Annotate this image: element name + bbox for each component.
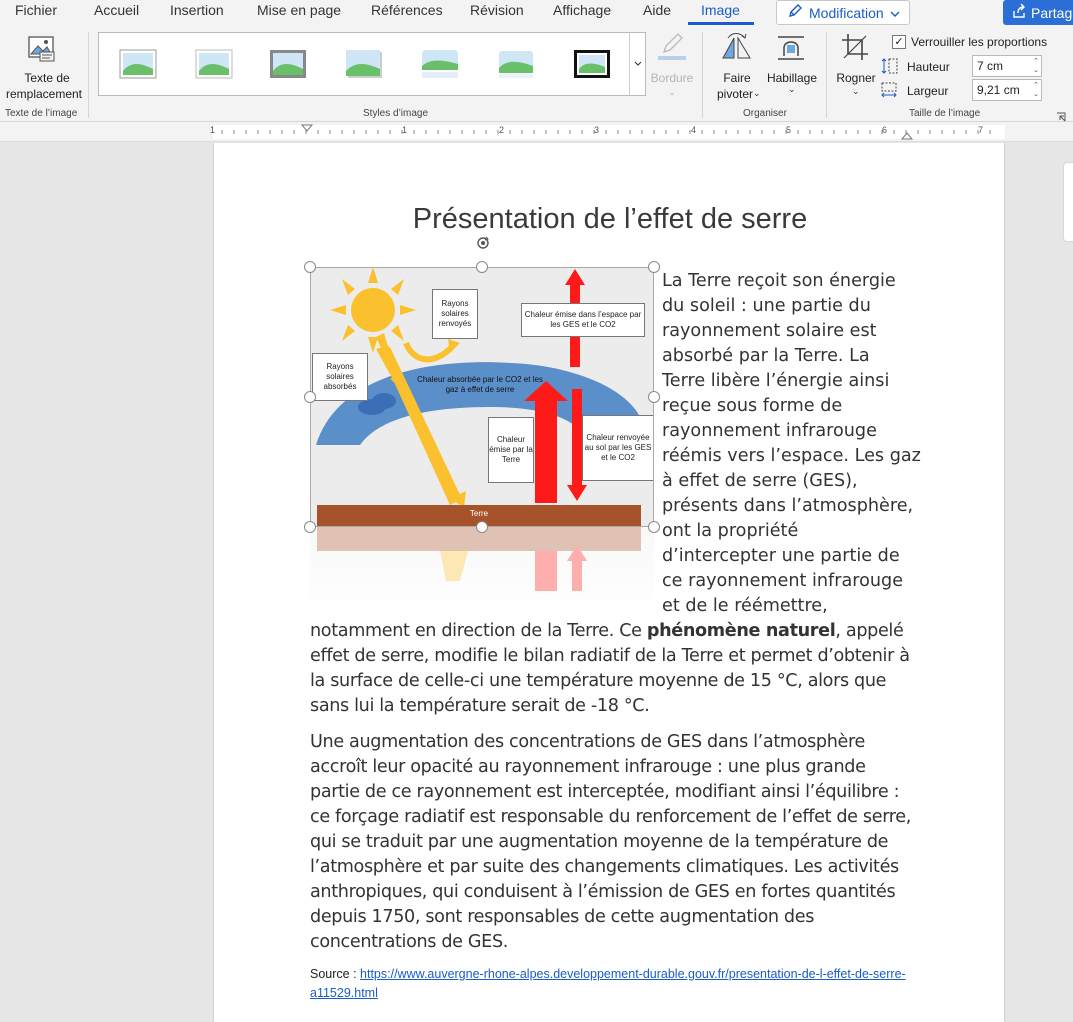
chevron-down-icon: ⌄ <box>668 87 676 97</box>
height-input[interactable] <box>972 55 1042 77</box>
border-label: Bordure <box>650 71 694 85</box>
document-page[interactable] <box>213 143 1005 1022</box>
resize-handle-bottom[interactable] <box>476 521 488 533</box>
text-line: rayonnement infrarouge <box>662 421 877 441</box>
editing-mode-button[interactable] <box>776 0 910 25</box>
resize-handle-top[interactable] <box>476 261 488 273</box>
picture-style-3[interactable] <box>269 49 307 79</box>
ribbon-image-format <box>0 26 1073 122</box>
rotate-button[interactable] <box>710 30 764 102</box>
ruler-number: 2 <box>499 125 505 135</box>
ribbon-divider <box>88 32 89 118</box>
paragraph-2: Une augmentation des concentrations de GES dans l’atmosphère accroît leur opacité au rayonnement infrarouge : une plus grande partie de ce rayonnement est interceptée, modifiant ainsi l’équilibre : ce forçage radiatif est responsable du renforcement de l’effet de serre, qui se traduit par une augmentation moyenne de la température de l’atmosphère et par suite des changements climatiques. Les activités anthropiques, qui conduisent à l’émission de GES en fortes quantités depuis 1750, sont responsables de cette augmentation des concentrations de GES. <box>310 732 911 952</box>
chevron-down-icon: ⌄ <box>788 84 796 94</box>
rotate-icon <box>720 32 754 67</box>
wrap-text-label: Habillage <box>766 71 818 85</box>
paragraph-1-continued <box>310 619 920 719</box>
picture-style-7[interactable] <box>573 49 611 79</box>
label-heat-space: Chaleur émise dans l’espace par les GES et le CO2 <box>521 303 645 337</box>
width-value: 9,21 cm <box>977 83 1020 97</box>
text-line: présents dans l’atmosphère, <box>662 496 914 516</box>
resize-handle-left[interactable] <box>304 391 316 403</box>
bold-term: phénomène naturel <box>646 621 836 641</box>
chevron-down-icon: ⌄ <box>852 86 860 96</box>
group-label-alt-text: Texte de l’image <box>5 108 78 119</box>
label-ground: Terre <box>469 509 489 518</box>
text-line: reçue sous forme de <box>662 396 843 416</box>
crop-icon <box>840 32 870 67</box>
horizontal-ruler[interactable] <box>0 122 1073 142</box>
width-icon <box>880 81 898 104</box>
ruler-number: 1 <box>210 125 216 135</box>
resize-handle-bottom-left[interactable] <box>304 521 316 533</box>
alt-text-button[interactable] <box>5 30 83 102</box>
tab-accueil[interactable]: Accueil <box>94 2 140 18</box>
text-line: du soleil : une partie du <box>662 296 871 316</box>
text-line: rayonnement solaire est <box>662 321 877 341</box>
text-line: absorbé par la Terre. La <box>662 346 870 366</box>
picture-style-4[interactable] <box>345 49 383 79</box>
tab-references[interactable]: Références <box>371 2 443 18</box>
group-label-size: Taille de l’image <box>909 108 981 119</box>
label-heat-absorbed: Chaleur absorbée par le CO2 et les gaz à effet de serre <box>417 375 543 394</box>
height-spinner[interactable]: ⌃ ⌄ <box>1033 58 1039 74</box>
alt-text-label-2: remplacement <box>5 87 83 101</box>
text-line: ont la propriété <box>662 521 799 541</box>
picture-style-1[interactable] <box>119 49 157 79</box>
width-spinner[interactable]: ⌃ ⌄ <box>1033 82 1039 98</box>
tab-aide[interactable]: Aide <box>643 2 672 18</box>
border-button[interactable] <box>650 30 694 102</box>
document-title: Présentation de l’effet de serre <box>412 203 808 235</box>
rotate-label-1: Faire <box>723 71 751 85</box>
text-line: réémis vers l’espace. Les gaz <box>662 446 921 466</box>
tab-image[interactable]: Image <box>701 2 740 18</box>
resize-handle-top-right[interactable] <box>648 261 660 273</box>
alt-text-icon <box>26 34 58 69</box>
side-pane-tab[interactable] <box>1063 162 1073 242</box>
crop-button[interactable] <box>834 30 878 102</box>
width-label: Largeur <box>907 84 949 98</box>
pen-border-icon <box>656 32 688 67</box>
text-run: notamment en direction de la Terre. Ce <box>310 621 647 641</box>
text-line: à effet de serre (GES), <box>662 471 858 491</box>
picture-style-6[interactable] <box>497 49 535 79</box>
pencil-icon <box>787 3 803 22</box>
ruler-number: 4 <box>691 125 697 135</box>
lock-aspect-label: Verrouiller les proportions <box>911 35 1048 49</box>
height-label: Hauteur <box>907 60 950 74</box>
ribbon-divider <box>826 32 827 118</box>
ruler-scale <box>0 122 1073 142</box>
picture-style-5[interactable] <box>421 49 459 79</box>
text-run: , appelé effet de serre, modifie le bilan radiatif de la Terre et permet d’obtenir à la surface de celle-ci une température moyenne de 15 °C, alors que sans lui la température serait de -18 °C. <box>310 621 910 716</box>
share-button[interactable] <box>1003 0 1073 25</box>
tab-fichier[interactable]: Fichier <box>15 2 58 18</box>
label-heat-emitted: Chaleur émise par la Terre <box>488 417 534 483</box>
wrap-text-icon <box>776 34 806 67</box>
ribbon-tab-bar <box>0 0 1073 26</box>
label-heat-returned: Chaleur renvoyée au sol par les GES et le CO2 <box>582 415 654 481</box>
ruler-number: 5 <box>786 125 792 135</box>
ruler-number: 6 <box>882 125 888 135</box>
ruler-number: 1 <box>402 125 408 135</box>
resize-handle-bottom-right[interactable] <box>648 521 660 533</box>
height-icon <box>881 57 899 80</box>
height-value: 7 cm <box>977 59 1004 73</box>
resize-handle-top-left[interactable] <box>304 261 316 273</box>
source-citation <box>310 965 930 1003</box>
active-tab-indicator <box>688 22 754 25</box>
share-label: Partag <box>1031 4 1073 21</box>
text-line: Terre libère l’énergie ainsi <box>662 371 890 391</box>
source-label: Source : <box>310 967 361 981</box>
label-reflected-rays: Rayons solaires renvoyés <box>432 289 478 339</box>
alt-text-label-1: Texte de <box>24 71 70 85</box>
text-line: La Terre reçoit son énergie <box>662 271 896 291</box>
tab-revision[interactable]: Révision <box>470 2 524 18</box>
text-line: d’intercepter une partie de <box>662 546 900 566</box>
resize-handle-right[interactable] <box>648 391 660 403</box>
ribbon-divider <box>702 32 703 118</box>
wrap-text-button[interactable] <box>764 30 820 102</box>
tab-insertion[interactable]: Insertion <box>170 2 224 18</box>
source-link[interactable]: https://www.auvergne-rhone-alpes.developpement-durable.gouv.fr/presentation-de-l-effet-de-serre-a11529.html <box>310 967 906 1000</box>
lock-aspect-checkbox[interactable]: ✓ <box>892 35 906 49</box>
tab-affichage[interactable]: Affichage <box>553 2 612 18</box>
picture-styles-gallery <box>98 32 646 96</box>
chevron-down-icon: ⌄ <box>753 88 761 98</box>
rotate-handle-icon[interactable] <box>475 235 491 256</box>
picture-style-2[interactable] <box>195 49 233 79</box>
rotate-label-2: pivoter <box>716 87 754 101</box>
figure-reflection <box>310 527 654 607</box>
text-line: ce rayonnement infrarouge <box>662 571 904 591</box>
crop-label: Rogner <box>836 71 876 85</box>
editing-mode-label: Modification <box>809 4 884 21</box>
ruler-number: 7 <box>978 125 984 135</box>
chevron-down-icon <box>634 59 642 70</box>
label-absorbed-rays: Rayons solaires absorbés <box>312 353 368 401</box>
text-line: et de le réémettre, <box>662 596 828 616</box>
group-label-arrange: Organiser <box>743 108 787 119</box>
ruler-number: 3 <box>594 125 600 135</box>
group-label-styles: Styles d’image <box>363 108 429 119</box>
image-selection-frame <box>310 267 654 527</box>
styles-gallery-more-button[interactable] <box>629 33 645 95</box>
chevron-down-icon <box>890 5 900 21</box>
tab-mise-en-page[interactable]: Mise en page <box>257 2 342 18</box>
share-icon <box>1011 3 1027 22</box>
width-input[interactable] <box>972 79 1042 101</box>
